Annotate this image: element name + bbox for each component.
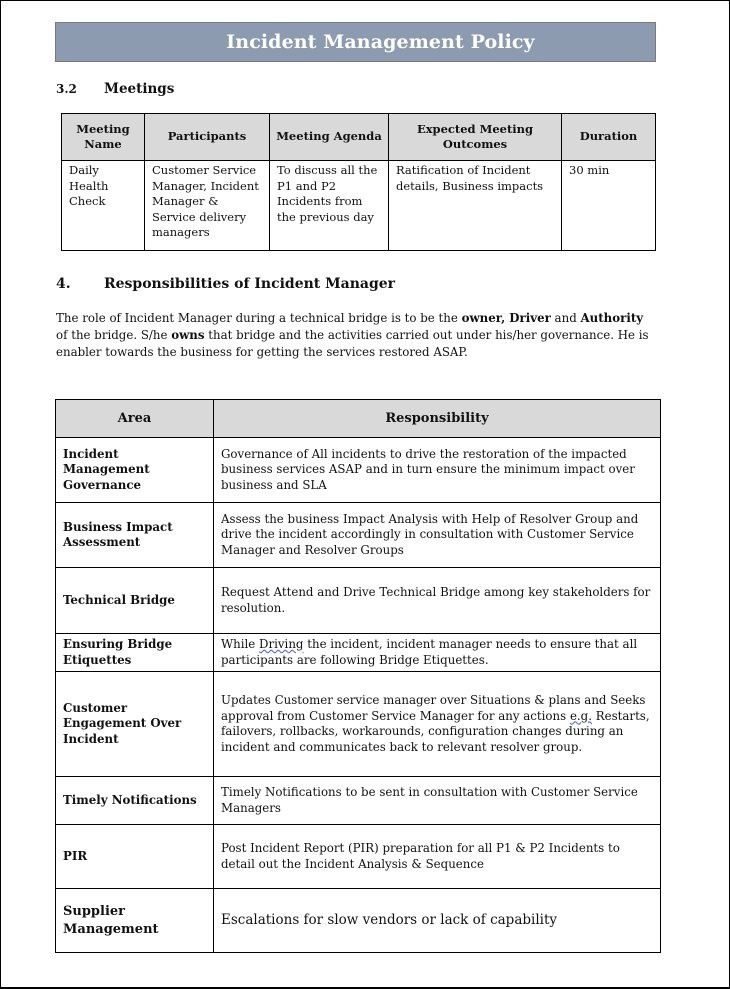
outcomes-cell: Ratification of Incident details, Business impacts bbox=[389, 161, 562, 251]
table-row bbox=[62, 161, 656, 251]
meeting-name-cell: Daily Health Check bbox=[62, 161, 145, 251]
paragraph-text: The role of Incident Manager during a technical bridge is to be the bbox=[56, 311, 462, 325]
section-number: 3.2 bbox=[56, 82, 77, 96]
participants-cell: Customer Service Manager, Incident Manager & Service delivery managers bbox=[145, 161, 270, 251]
responsibility-cell bbox=[214, 634, 661, 672]
table-header-row bbox=[62, 114, 656, 161]
column-header: Participants bbox=[145, 114, 270, 161]
responsibility-cell: Post Incident Report (PIR) preparation for all P1 & P2 Incidents to detail out the Incident Analysis & Sequence bbox=[214, 825, 661, 889]
area-cell: PIR bbox=[56, 825, 214, 889]
paragraph-bold: owner, Driver bbox=[461, 311, 551, 325]
paragraph-bold: owns bbox=[171, 328, 205, 342]
agenda-cell: To discuss all the P1 and P2 Incidents from the previous day bbox=[270, 161, 389, 251]
table-row bbox=[56, 568, 661, 634]
section-title: Responsibilities of Incident Manager bbox=[104, 276, 396, 292]
paragraph-text: and bbox=[550, 311, 581, 325]
column-header: Responsibility bbox=[214, 400, 661, 438]
grammar-flagged-word: e.g. bbox=[569, 708, 592, 723]
paragraph-text: that bridge and the activities carried out under his/her governance. He is enabler towards the business for getting the services restored ASAP. bbox=[56, 328, 649, 359]
document-title: Incident Management Policy bbox=[226, 31, 535, 53]
responsibilities-table bbox=[55, 399, 661, 953]
paragraph-text: of the bridge. S/he bbox=[56, 328, 172, 342]
grammar-flagged-word: Driving bbox=[259, 637, 304, 651]
table-row bbox=[56, 777, 661, 825]
table-header-row bbox=[56, 400, 661, 438]
table-row bbox=[56, 889, 661, 953]
responsibility-cell: Assess the business Impact Analysis with Help of Resolver Group and drive the incident accordingly in consultation with Customer Service Manager and Resolver Groups bbox=[214, 503, 661, 568]
section-title: Meetings bbox=[104, 81, 175, 97]
table-row bbox=[56, 438, 661, 503]
area-cell: Incident Management Governance bbox=[56, 438, 214, 503]
paragraph-bold: Authority bbox=[580, 311, 644, 325]
duration-cell: 30 min bbox=[562, 161, 656, 251]
area-cell: Technical Bridge bbox=[56, 568, 214, 634]
area-cell: Customer Engagement Over Incident bbox=[56, 672, 214, 777]
section-heading-responsibilities bbox=[56, 276, 395, 292]
responsibility-cell bbox=[214, 672, 661, 777]
table-row bbox=[56, 672, 661, 777]
area-cell: Supplier Management bbox=[56, 889, 214, 953]
section-number: 4. bbox=[56, 276, 71, 292]
document-title-banner bbox=[55, 22, 656, 62]
cell-text: While bbox=[221, 637, 260, 651]
area-cell: Timely Notifications bbox=[56, 777, 214, 825]
area-cell: Business Impact Assessment bbox=[56, 503, 214, 568]
responsibility-cell: Governance of All incidents to drive the restoration of the impacted business services ASAP and in turn ensure the minimum impact over business and SLA bbox=[214, 438, 661, 503]
column-header: Meeting Agenda bbox=[270, 114, 389, 161]
responsibility-cell: Timely Notifications to be sent in consultation with Customer Service Managers bbox=[214, 777, 661, 825]
table-row bbox=[56, 825, 661, 889]
table-row bbox=[56, 503, 661, 568]
table-row bbox=[56, 634, 661, 672]
column-header: Expected Meeting Outcomes bbox=[389, 114, 562, 161]
column-header: Duration bbox=[562, 114, 656, 161]
responsibility-cell: Request Attend and Drive Technical Bridge among key stakeholders for resolution. bbox=[214, 568, 661, 634]
area-cell: Ensuring Bridge Etiquettes bbox=[56, 634, 214, 672]
role-paragraph bbox=[56, 310, 656, 361]
column-header: Area bbox=[56, 400, 214, 438]
cell-text: Restarts, failovers, rollbacks, workarounds, configuration changes during an incident and communicates back to relevant resolver group. bbox=[221, 708, 650, 754]
cell-text: Updates Customer service manager over Situations & plans and Seeks approval from Customer Service Manager for any actions bbox=[221, 693, 646, 723]
section-heading-meetings bbox=[56, 81, 174, 97]
meetings-table bbox=[61, 113, 656, 251]
responsibility-cell: Escalations for slow vendors or lack of capability bbox=[214, 889, 661, 953]
column-header: Meeting Name bbox=[62, 114, 145, 161]
cell-text: the incident, incident manager needs to ensure that all participants are following Bridge Etiquettes. bbox=[221, 637, 638, 667]
